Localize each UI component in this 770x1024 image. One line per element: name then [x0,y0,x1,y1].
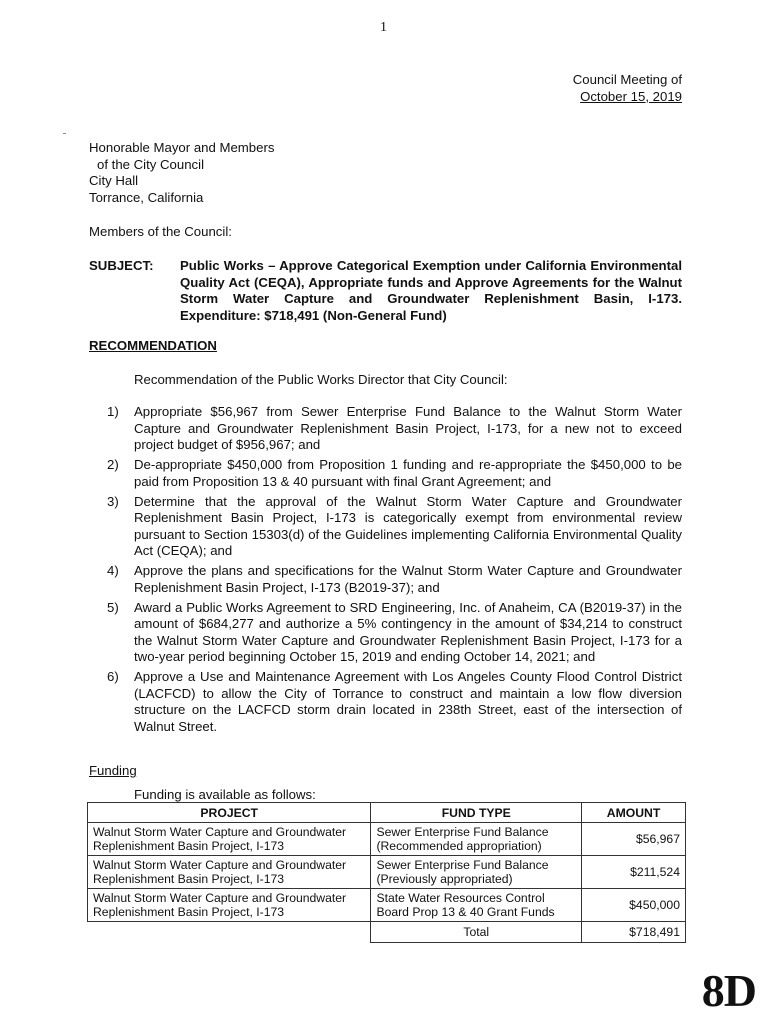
item-number: 5) [107,599,119,615]
item-text: De-appropriate $450,000 from Proposition 1 funding and re-appropriate the $450,000 to be paid from Proposition 13 & 40 pursuant with final Grant Agreement; and [134,457,682,489]
recommendation-intro: Recommendation of the Public Works Director that City Council: [134,372,508,387]
item-text: Appropriate $56,967 from Sewer Enterprise Fund Balance to the Walnut Storm Water Capture and Groundwater Replenishment Basin Project, I-173, for a new not to exceed project budget of $956,967; and [134,404,682,452]
list-item [89,563,682,596]
column-header: FUND TYPE [371,803,582,823]
total-row [88,922,686,943]
address-line: City Hall [89,173,139,188]
item-text: Award a Public Works Agreement to SRD Engineering, Inc. of Anaheim, CA (B2019-37) in the amount of $684,277 and authorize a 5% contingency in the amount of $34,214 to construct the Walnut Storm Water Capture and Groundwater Replenishment Basin Project, I-173 for a two-year period beginning October 15, 2019 and ending October 14, 2021; and [134,599,682,664]
project-cell: Walnut Storm Water Capture and Groundwater Replenishment Basin Project, I-173 [88,823,371,856]
column-header: AMOUNT [582,803,686,823]
amount-cell: $211,524 [582,856,686,889]
recommendation-heading: RECOMMENDATION [89,338,217,353]
total-amount: $718,491 [582,922,686,943]
item-text: Approve the plans and specifications for the Walnut Storm Water Capture and Groundwater Replenishment Basin Project, I-173 (B2019-37); and [134,563,682,595]
fund-type-cell: Sewer Enterprise Fund Balance (Previously appropriated) [371,856,582,889]
table-row [88,889,686,922]
item-number: 4) [107,563,119,578]
meeting-info [573,72,682,105]
subject-text: Public Works – Approve Categorical Exemption under California Environmental Quality Act (CEQA), Appropriate funds and Approve Agreements for the Walnut Storm Water Capture and Groundwater Replenishment Basin, I-173. Expenditure: $718,491 (Non-General Fund) [180,258,682,323]
page-number: 1 [380,20,387,35]
table-header-row [88,803,686,823]
item-number: 3) [107,493,119,509]
scan-mark [63,133,66,134]
project-cell: Walnut Storm Water Capture and Groundwater Replenishment Basin Project, I-173 [88,889,371,922]
funding-table [87,802,686,943]
address-line: Honorable Mayor and Members [89,140,275,155]
list-item [89,404,682,454]
project-cell: Walnut Storm Water Capture and Groundwater Replenishment Basin Project, I-173 [88,856,371,889]
empty-cell [88,922,371,943]
item-number: 6) [107,669,119,684]
funding-intro: Funding is available as follows: [134,787,316,802]
list-item [89,457,682,490]
table-row [88,856,686,889]
address-block [89,140,274,206]
salutation: Members of the Council: [89,224,232,239]
total-label: Total [371,922,582,943]
fund-type-cell: Sewer Enterprise Fund Balance (Recommended appropriation) [371,823,582,856]
subject-label: SUBJECT: [89,258,154,273]
item-text: Approve a Use and Maintenance Agreement with Los Angeles County Flood Control District (LACFCD) to allow the City of Torrance to construct and maintain a low flow diversion structure on the LACFCD storm drain located in 238th Street, east of the intersection of Walnut Street. [134,669,682,734]
address-line: Torrance, California [89,189,204,205]
meeting-label: Council Meeting of [572,72,682,87]
item-text: Determine that the approval of the Walnut Storm Water Capture and Groundwater Replenishment Basin Project, I-173 is categorically exempt from environmental review pursuant to Section 15303(d) of the Guidelines implementing California Environmental Quality Act (CEQA); and [134,493,682,558]
amount-cell: $450,000 [582,889,686,922]
subject-block [89,258,682,324]
column-header: PROJECT [88,803,371,823]
funding-heading: Funding [89,763,137,778]
fund-type-cell: State Water Resources Control Board Prop 13 & 40 Grant Funds [371,889,582,922]
recommendation-list [89,404,682,739]
list-item [89,600,682,666]
meeting-date: October 15, 2019 [580,88,682,104]
list-item [89,669,682,735]
amount-cell: $56,967 [582,823,686,856]
item-number: 2) [107,457,119,472]
table-row [88,823,686,856]
agenda-item-stamp: 8D [701,965,756,1016]
address-line: of the City Council [97,156,205,172]
item-number: 1) [107,404,119,419]
list-item [89,494,682,560]
